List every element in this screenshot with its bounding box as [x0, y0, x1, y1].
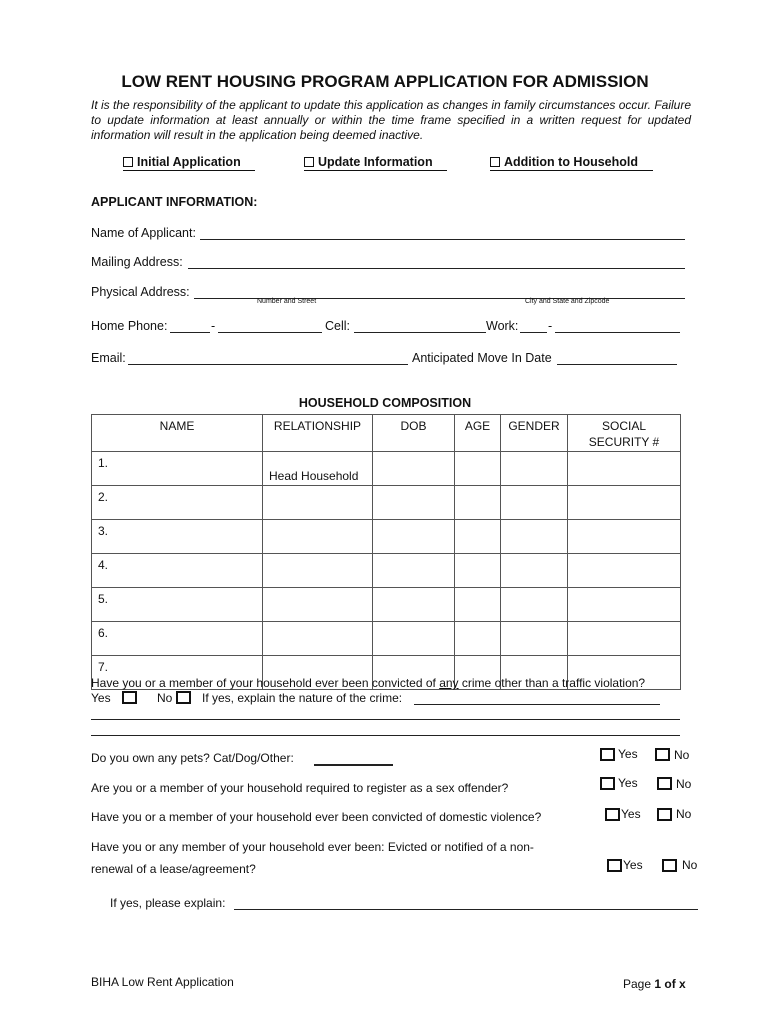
table-row — [92, 554, 681, 588]
pets-no-checkbox[interactable] — [655, 748, 670, 761]
mailing-field[interactable] — [188, 268, 685, 269]
row-number[interactable]: 7. — [92, 656, 263, 690]
move-in-label: Anticipated Move In Date — [412, 351, 552, 365]
crime-no-checkbox[interactable] — [176, 691, 191, 704]
pets-field[interactable] — [314, 764, 393, 766]
column-header-dob: DOB — [373, 415, 455, 452]
household-heading: HOUSEHOLD COMPOSITION — [298, 396, 472, 410]
crime-explain-line-2[interactable] — [91, 719, 680, 720]
crime-yes-checkbox[interactable] — [122, 691, 137, 704]
eviction-yes-checkbox[interactable] — [607, 859, 622, 872]
pets-yes-checkbox[interactable] — [600, 748, 615, 761]
sex-offender-question: Are you or a member of your household required to register as a sex offender? — [91, 781, 509, 795]
table-row — [92, 452, 681, 486]
applicant-heading: APPLICANT INFORMATION: — [91, 195, 258, 209]
home-phone-label: Home Phone: — [91, 319, 168, 333]
work-label: Work: — [486, 319, 519, 333]
phone-separator: - — [211, 319, 216, 333]
table-row — [92, 486, 681, 520]
column-header-age: AGE — [455, 415, 501, 452]
domestic-no-label: No — [676, 807, 692, 821]
work-field[interactable] — [555, 332, 680, 333]
crime-no-label: No — [157, 691, 173, 705]
table-row — [92, 622, 681, 656]
column-header-relationship: RELATIONSHIP — [263, 415, 373, 452]
row-number[interactable]: 5. — [92, 588, 263, 622]
eviction-question-line-2: renewal of a lease/agreement? — [91, 862, 256, 876]
intro-text: It is the responsibility of the applicant to update this application as changes in family circumstances occur. Failure to update information at least annually or within the time frame specified in a written request for updated information will result in the application being deemed inactive. — [91, 98, 691, 142]
eviction-question-line-1: Have you or any member of your household ever been: Evicted or notified of a non- — [91, 840, 534, 854]
row-number[interactable]: 1. — [92, 452, 263, 486]
row-number[interactable]: 3. — [92, 520, 263, 554]
table-row — [92, 520, 681, 554]
sex-offender-yes-label: Yes — [618, 776, 638, 790]
sex-offender-yes-checkbox[interactable] — [600, 777, 615, 790]
cell-label: Cell: — [325, 319, 351, 333]
pets-yes-label: Yes — [618, 747, 638, 761]
domestic-question: Have you or a member of your household ever been convicted of domestic violence? — [91, 810, 542, 824]
sex-offender-no-checkbox[interactable] — [657, 777, 672, 790]
household-table — [91, 414, 681, 690]
name-field[interactable] — [200, 239, 685, 240]
eviction-yes-label: Yes — [623, 858, 643, 872]
row-number[interactable]: 4. — [92, 554, 263, 588]
home-phone-field[interactable] — [218, 332, 322, 333]
name-label: Name of Applicant: — [91, 226, 196, 240]
eviction-no-checkbox[interactable] — [662, 859, 677, 872]
crime-yes-label: Yes — [91, 691, 111, 705]
domestic-yes-label: Yes — [621, 807, 641, 821]
checkbox-icon[interactable] — [123, 157, 133, 167]
pets-question: Do you own any pets? Cat/Dog/Other: — [91, 751, 294, 765]
option-addition-to-household[interactable]: Addition to Household — [490, 155, 653, 171]
row-number[interactable]: 6. — [92, 622, 263, 656]
work-area-field[interactable] — [520, 332, 547, 333]
street-hint: Number and Street — [257, 298, 317, 305]
crime-explain-line-3[interactable] — [91, 735, 680, 736]
row-number[interactable]: 2. — [92, 486, 263, 520]
physical-label: Physical Address: — [91, 285, 190, 299]
crime-explain-field[interactable] — [414, 704, 660, 705]
pets-no-label: No — [674, 748, 690, 762]
column-header-gender: GENDER — [501, 415, 568, 452]
checkbox-icon[interactable] — [304, 157, 314, 167]
crime-explain-label: If yes, explain the nature of the crime: — [202, 691, 403, 705]
column-header-name: NAME — [92, 415, 263, 452]
city-hint: City and State and Zipcode — [525, 298, 610, 305]
domestic-no-checkbox[interactable] — [657, 808, 672, 821]
footer-left: BIHA Low Rent Application — [91, 975, 234, 989]
explain-field[interactable] — [234, 909, 698, 910]
email-label: Email: — [91, 351, 126, 365]
head-household-cell[interactable]: Head Household — [263, 452, 373, 486]
explain-label: If yes, please explain: — [110, 896, 226, 910]
domestic-yes-checkbox[interactable] — [605, 808, 620, 821]
sex-offender-no-label: No — [676, 777, 692, 791]
mailing-label: Mailing Address: — [91, 255, 183, 269]
cell-field[interactable] — [354, 332, 486, 333]
checkbox-icon[interactable] — [490, 157, 500, 167]
home-phone-area-field[interactable] — [170, 332, 210, 333]
column-header-ssn: SOCIAL SECURITY # — [568, 415, 681, 452]
option-initial-application[interactable]: Initial Application — [123, 155, 255, 171]
table-row — [92, 588, 681, 622]
option-update-information[interactable]: Update Information — [304, 155, 447, 171]
page-title: LOW RENT HOUSING PROGRAM APPLICATION FOR ADMISSION — [121, 72, 649, 91]
eviction-no-label: No — [682, 858, 698, 872]
crime-question: Have you or a member of your household ever been convicted of any crime other than a traffic violation? — [91, 676, 646, 690]
move-in-field[interactable] — [557, 364, 677, 365]
phone-separator: - — [548, 319, 553, 333]
page-indicator: Page 1 of x — [623, 977, 686, 991]
email-field[interactable] — [128, 364, 408, 365]
